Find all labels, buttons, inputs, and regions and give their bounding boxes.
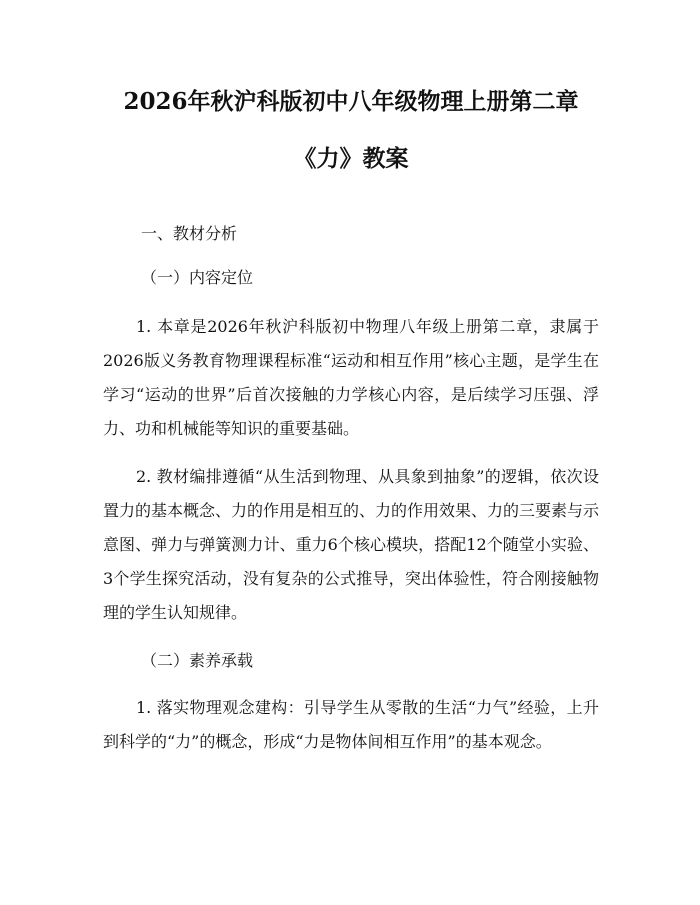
paragraph-3: 1. 落实物理观念建构：引导学生从零散的生活“力气”经验，上升到科学的“力”的概念，形成“力是物体间相互作用”的基本观念。 (103, 698, 599, 751)
subsection-heading-literacy: （二）素养承载 (141, 651, 254, 670)
document-title-line-1: 2026年秋沪科版初中八年级物理上册第二章 (123, 88, 579, 115)
document-title-line-2: 《力》教案 (293, 145, 409, 172)
paragraph-2: 2. 教材编排遵循“从生活到物理、从具象到抽象”的逻辑，依次设置力的基本概念、力的作用是相互的、力的作用效果、力的三要素与示意图、弹力与弹簧测力计、重力6个核心模块，搭配12个随堂小实验、3个学生探究活动，没有复杂的公式推导，突出体验性，符合刚接触物理的学生认知规律。 (103, 467, 600, 622)
subsection-heading-content-positioning: （一）内容定位 (141, 268, 254, 287)
paragraph-1: 1. 本章是2026年秋沪科版初中物理八年级上册第二章，隶属于2026版义务教育物理课程标准“运动和相互作用”核心主题，是学生在学习“运动的世界”后首次接触的力学核心内容，是后续学习压强、浮力、功和机械能等知识的重要基础。 (103, 317, 599, 438)
section-heading-textbook-analysis: 一、教材分析 (141, 224, 238, 243)
